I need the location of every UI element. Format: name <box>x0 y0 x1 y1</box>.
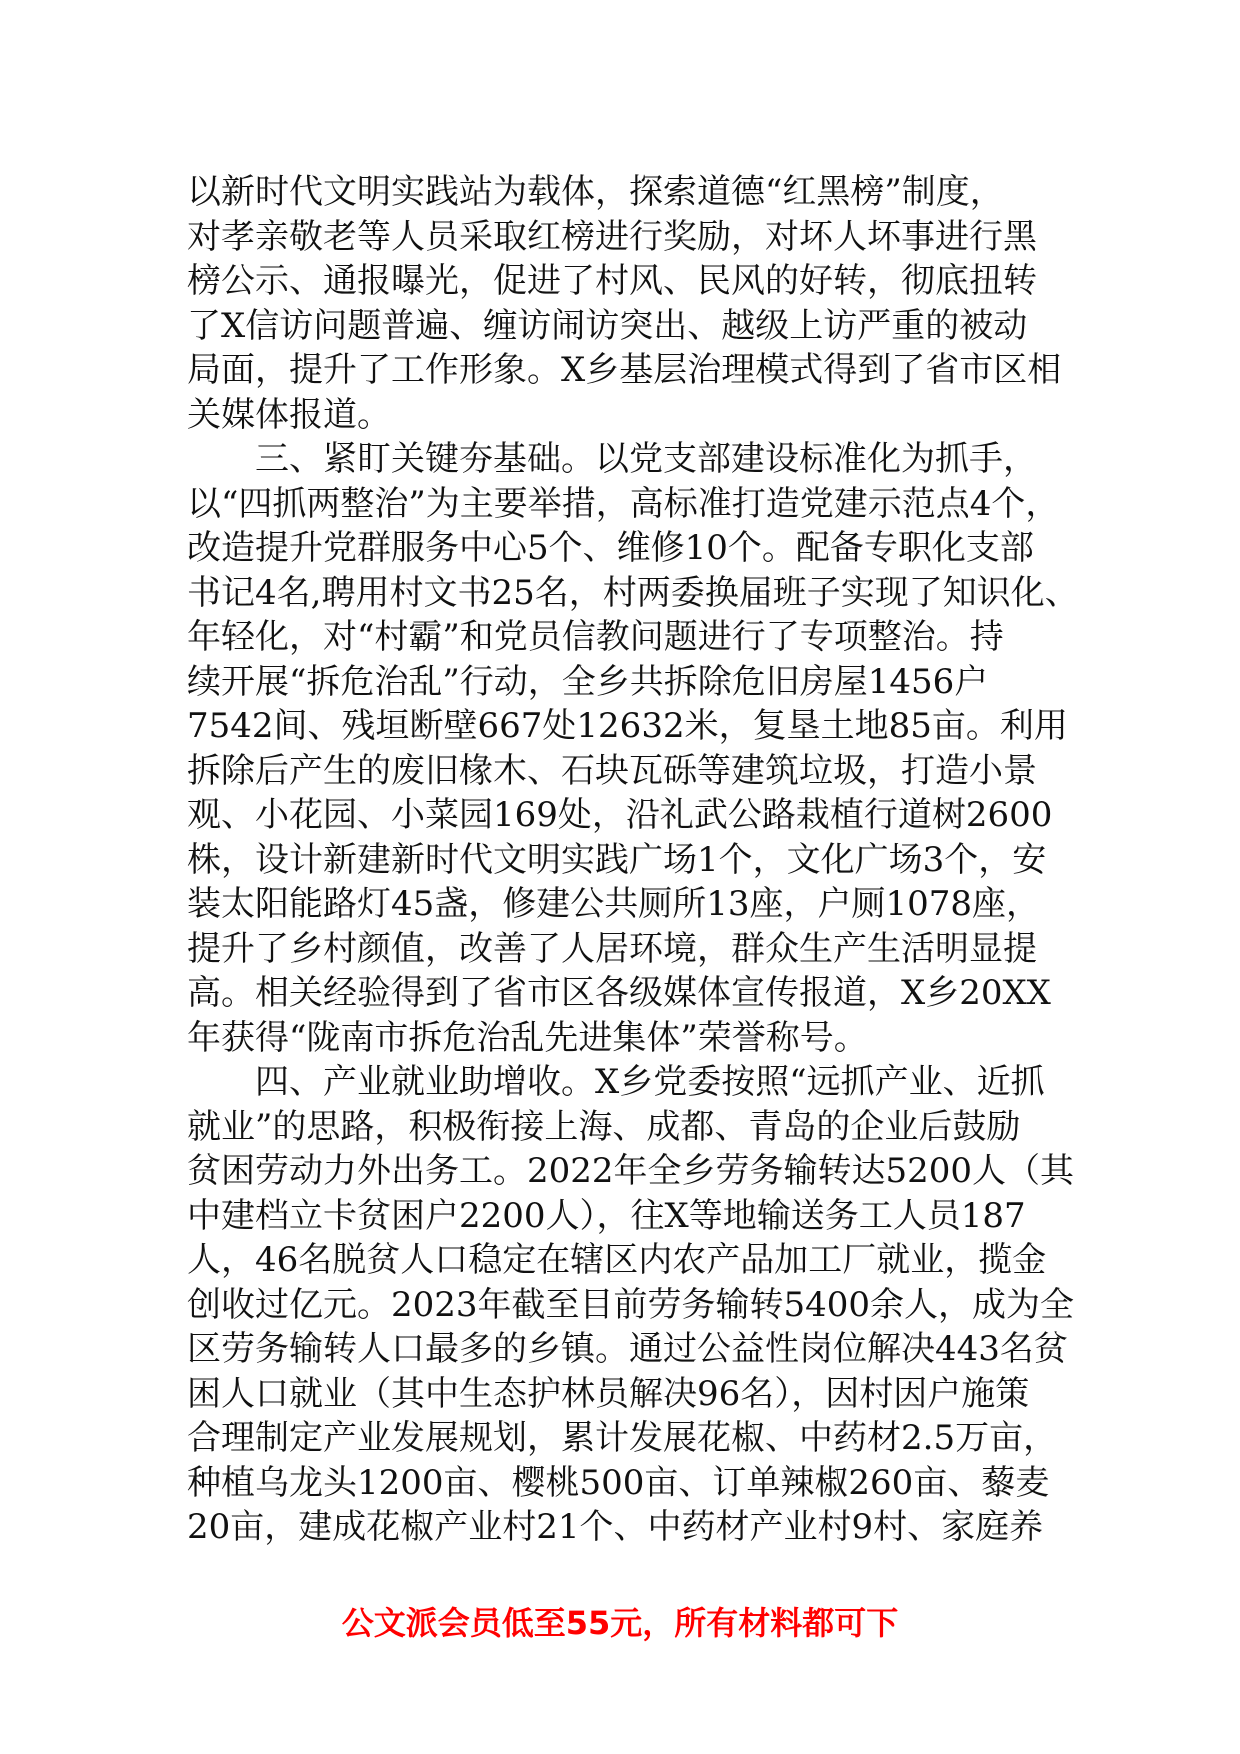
text-line: 以“四抓两整治”为主要举措，高标准打造党建示范点4个， <box>187 483 1060 524</box>
text-line: 榜公示、通报曝光，促进了村风、民风的好转，彻底扭转 <box>187 261 1037 301</box>
text-line: 关媒体报道。 <box>187 394 391 435</box>
text-line: 局面，提升了工作形象。X乡基层治理模式得到了省市区相 <box>187 350 1062 390</box>
text-line: 20亩，建成花椒产业村21个、中药材产业村9村、家庭养 <box>187 1507 1044 1547</box>
text-line: 株，设计新建新时代文明实践广场1个，文化广场3个，安 <box>187 839 1047 880</box>
text-line: 改造提升党群服务中心5个、维修10个。配备专职化支部 <box>187 528 1034 568</box>
text-line: 种植乌龙头1200亩、樱桃500亩、订单辣椒260亩、藜麦 <box>187 1462 1050 1503</box>
text-line: 合理制定产业发展规划，累计发展花椒、中药材2.5万亩， <box>187 1418 1058 1458</box>
text-line: 对孝亲敬老等人员采取红榜进行奖励，对坏人坏事进行黑 <box>187 216 1037 257</box>
text-line: 就业”的思路，积极衔接上海、成都、青岛的企业后鼓励 <box>187 1106 1021 1147</box>
text-line: 人，46名脱贫人口稳定在辖区内农产品加工厂就业，揽金 <box>187 1240 1047 1280</box>
body-text <box>187 170 1079 1550</box>
text-line: 创收过亿元。2023年截至目前劳务输转5400余人，成为全 <box>187 1284 1075 1325</box>
text-line: 观、小花园、小菜园169处，沿礼武公路栽植行道树2600 <box>187 795 1053 835</box>
text-line: 高。相关经验得到了省市区各级媒体宣传报道，X乡20XX <box>187 973 1051 1013</box>
text-line: 困人口就业（其中生态护林员解决96名），因村因户施策 <box>187 1373 1030 1414</box>
text-line: 装太阳能路灯45盏，修建公共厕所13座，户厕1078座， <box>187 884 1041 924</box>
text-line: 7542间、残垣断壁667处12632米，复垦土地85亩。利用 <box>187 706 1068 746</box>
text-line: 以新时代文明实践站为载体，探索道德“红黑榜”制度， <box>187 172 1004 212</box>
text-line: 中建档立卡贫困户2200人），往X等地输送务工人员187 <box>187 1195 1026 1236</box>
text-line: 续开展“拆危治乱”行动，全乡共拆除危旧房屋1456户 <box>187 661 989 702</box>
text-line: 书记4名,聘用村文书25名，村两委换届班子实现了知识化、 <box>187 572 1079 613</box>
text-line: 年轻化，对“村霸”和党员信教问题进行了专项整治。持 <box>187 617 1004 657</box>
text-line: 区劳务输转人口最多的乡镇。通过公益性岗位解决443名贫 <box>187 1329 1068 1369</box>
text-line: 了X信访问题普遍、缠访闹访突出、越级上访严重的被动 <box>187 305 1028 346</box>
text-line: 贫困劳动力外出务工。2022年全乡劳务输转达5200人（其 <box>187 1151 1075 1191</box>
paragraph-start-line: 四、产业就业助增收。X乡党委按照“远抓产业、近抓 <box>255 1062 1045 1102</box>
text-line: 提升了乡村颜值，改善了人居环境，群众生产生活明显提 <box>187 928 1037 969</box>
text-line: 年获得“陇南市拆危治乱先进集体”荣誉称号。 <box>187 1017 868 1058</box>
promo-footer: 公文派会员低至55元，所有材料都可下 <box>341 1604 899 1642</box>
text-line: 拆除后产生的废旧椽木、石块瓦砾等建筑垃圾，打造小景 <box>187 750 1037 791</box>
paragraph-start-line: 三、紧盯关键夯基础。以党支部建设标准化为抓手， <box>255 439 1037 479</box>
